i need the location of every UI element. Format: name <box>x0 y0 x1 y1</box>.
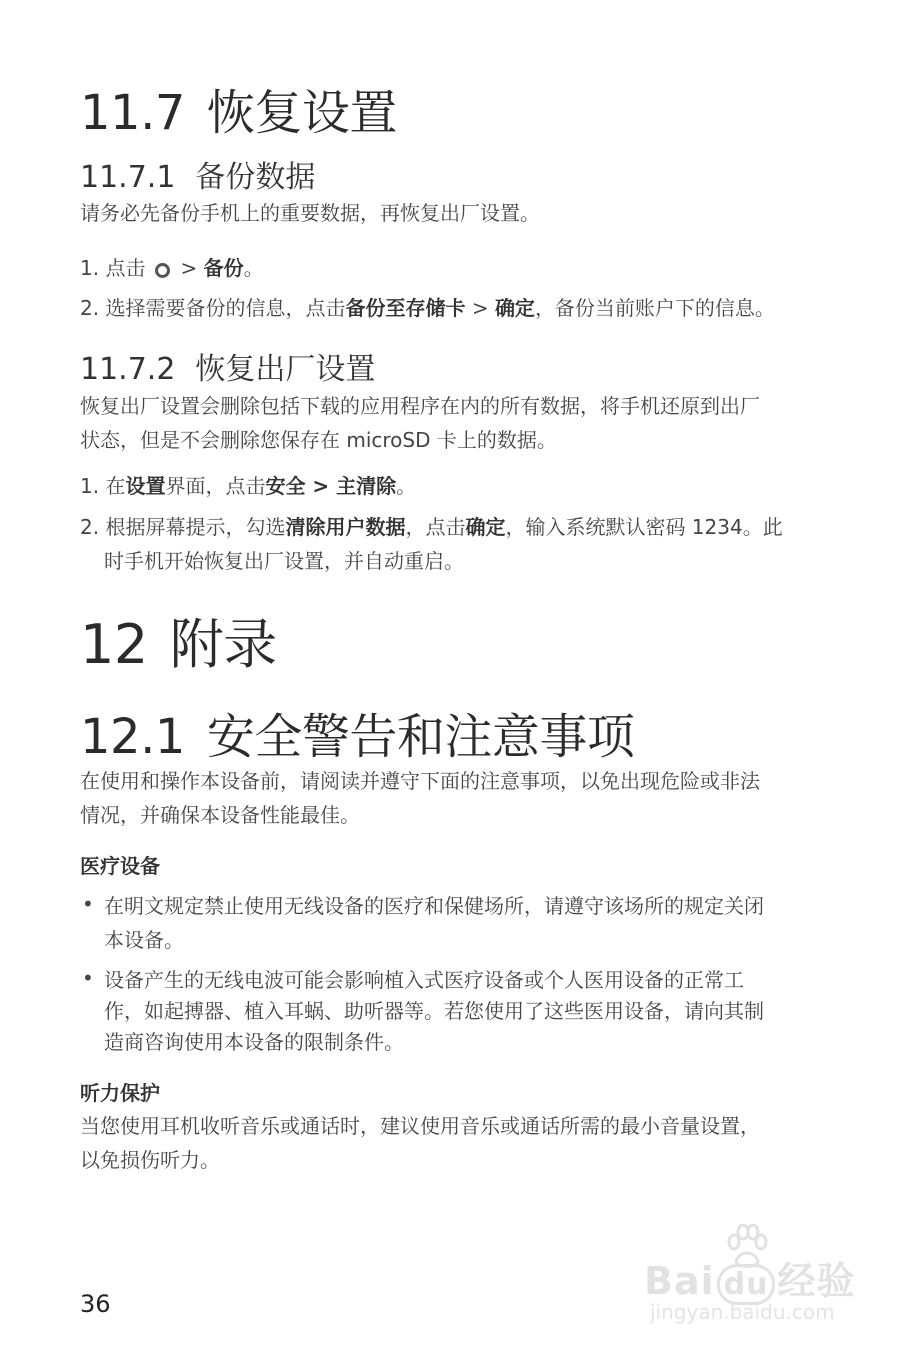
hearing-heading: 听力保护 <box>80 1081 160 1105</box>
step-text-end: ，备份当前账户下的信息。 <box>534 296 775 320</box>
step-number: 1. <box>80 256 100 280</box>
bold-term: 确定 <box>494 296 535 320</box>
bold-term: 备份 <box>203 256 244 280</box>
reset-intro-line-2: 状态，但是不会删除您保存在 microSD 卡上的数据。 <box>80 428 557 452</box>
bold-term: 确定 <box>465 515 506 539</box>
circle-icon <box>155 263 170 278</box>
step-text: 选择需要备份的信息，点击 <box>105 296 346 320</box>
arrow-separator: > <box>471 296 489 320</box>
medical-item-1-line-1: 在明文规定禁止使用无线设备的医疗和保健场所，请遵守该场所的规定关闭 <box>104 894 764 918</box>
medical-item-1-line-2: 本设备。 <box>104 928 184 952</box>
step-number: 1. <box>80 474 100 498</box>
section-number: 11.7.1 <box>80 160 176 195</box>
section-number: 12.1 <box>80 709 185 765</box>
backup-step-1 <box>80 252 264 281</box>
section-11-7-heading <box>80 74 397 143</box>
bullet-icon: • <box>82 892 94 916</box>
baidu-jingyan-watermark <box>644 1228 864 1338</box>
watermark-url: jingyan.baidu.com <box>650 1300 835 1324</box>
reset-step-2 <box>80 511 783 540</box>
section-title: 备份数据 <box>195 160 316 195</box>
step-number: 2. <box>80 296 100 320</box>
bold-term: 设置 <box>125 474 166 498</box>
medical-heading: 医疗设备 <box>80 854 160 878</box>
medical-item-2-line-1: 设备产生的无线电波可能会影响植入式医疗设备或个人医用设备的正常工 <box>104 968 744 992</box>
section-11-7-1-heading <box>80 152 315 196</box>
arrow-separator: > <box>180 256 198 280</box>
step-text: 根据屏幕提示，勾选 <box>105 515 286 539</box>
step-number: 2. <box>80 515 100 539</box>
bold-term: 备份至存储卡 <box>345 296 466 320</box>
section-11-7-2-heading <box>80 344 375 388</box>
page-number: 36 <box>80 1290 111 1318</box>
reset-intro-line-1: 恢复出厂设置会删除包括下载的应用程序在内的所有数据，将手机还原到出厂 <box>80 394 760 418</box>
medical-item-2-line-3: 造商咨询使用本设备的限制条件。 <box>104 1030 404 1054</box>
backup-step-2 <box>80 292 775 321</box>
watermark-logo-du: du <box>717 1264 776 1305</box>
safety-intro-line-2: 情况，并确保本设备性能最佳。 <box>80 803 360 827</box>
step-text: ，点击 <box>405 515 466 539</box>
chapter-title: 附录 <box>169 613 277 676</box>
watermark-logo-text: Bai <box>644 1259 715 1303</box>
chapter-number: 12 <box>80 613 148 676</box>
section-12-1-heading <box>80 698 634 767</box>
section-number: 11.7 <box>80 85 185 141</box>
bullet-icon: • <box>82 966 94 990</box>
step-text: 界面，点击 <box>165 474 266 498</box>
step-text-end: 。 <box>396 474 417 498</box>
step-text: 在 <box>105 474 126 498</box>
chapter-12-heading <box>80 602 277 679</box>
step-text-end: 。 <box>243 256 264 280</box>
hearing-text-line-2: 以免损伤听力。 <box>80 1148 220 1172</box>
step-text-end: ，输入系统默认密码 1234。此 <box>505 515 783 539</box>
watermark-logo <box>644 1250 856 1305</box>
section-number: 11.7.2 <box>80 352 176 387</box>
hearing-text-line-1: 当您使用耳机收听音乐或通话时，建议使用音乐或通话所需的最小音量设置， <box>80 1114 760 1138</box>
medical-item-2-line-2: 作，如起搏器、植入耳蜗、助听器等。若您使用了这些医用设备，请向其制 <box>104 999 764 1023</box>
backup-intro: 请务必先备份手机上的重要数据，再恢复出厂设置。 <box>80 201 540 225</box>
section-title: 恢复设置 <box>206 85 397 141</box>
bold-term: 安全 > 主清除 <box>265 474 397 498</box>
reset-step-2-line-2: 时手机开始恢复出厂设置，并自动重启。 <box>104 549 464 573</box>
watermark-logo-cn: 经验 <box>777 1259 856 1303</box>
reset-step-1 <box>80 470 416 499</box>
bold-term: 清除用户数据 <box>285 515 406 539</box>
section-title: 恢复出厂设置 <box>195 352 376 387</box>
step-text: 点击 <box>105 256 146 280</box>
safety-intro-line-1: 在使用和操作本设备前，请阅读并遵守下面的注意事项，以免出现危险或非法 <box>80 769 760 793</box>
section-title: 安全警告和注意事项 <box>206 709 635 765</box>
